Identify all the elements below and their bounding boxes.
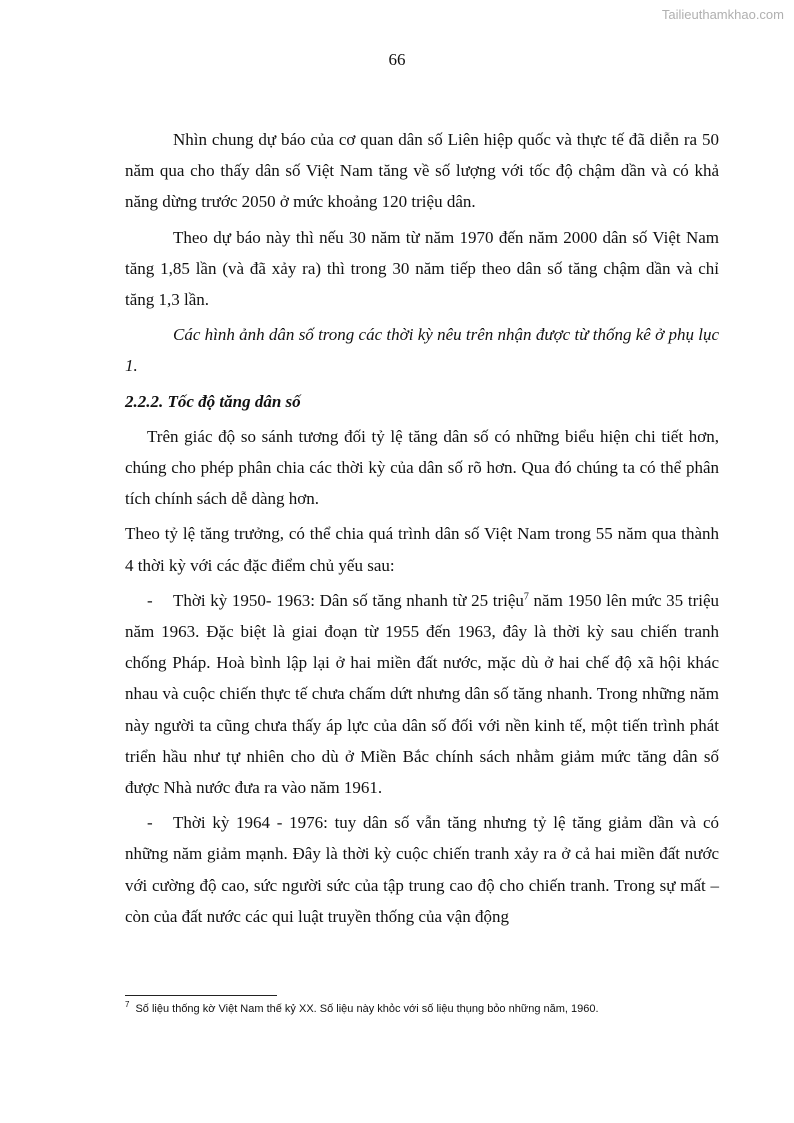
page-body <box>125 124 719 936</box>
footnote-reference[interactable]: 7 <box>523 591 529 603</box>
page-number: 66 <box>388 50 406 69</box>
bullet-text-part2: năm 1950 lên mức 35 triệu năm 1963. Đặc biệt là giai đoạn từ 1955 đến 1963, đây là thời kỳ sau chiến tranh chống Pháp. Hoà bình lập lại ở hai miền đất nước, mặc dù ở hai chế độ xã hội khác nhau và cuộc chiến thực tế chưa chấm dứt nhưng dân số tăng nhanh. Trong những năm này người ta cũng chưa thấy áp lực của dân số đối với nền kinh tế, một tiến trình phát triển hầu như tự nhiên cho dù ở Miền Bắc chính sách nhằm giảm mức tăng dân số được Nhà nước đưa ra vào năm 1961. <box>125 590 719 798</box>
watermark: Tailieuthamkhao.com <box>661 7 784 22</box>
paragraph-appendix-note: Các hình ảnh dân số trong các thời kỳ nêu trên nhận được từ thống kê ở phụ lục 1. <box>125 325 719 376</box>
section-heading: 2.2.2. Tốc độ tăng dân số <box>125 391 301 411</box>
bullet-text: Thời kỳ 1964 - 1976: tuy dân số vẫn tăng nhưng tỷ lệ tăng giảm dần và có những năm giảm mạnh. Đây là thời kỳ cuộc chiến tranh xảy ra ở cả hai miền đất nước với cường độ cao, sức người sức của tập trung cao độ cho chiến tranh. Trong sự mất – còn của đất nước các qui luật truyền thống của vận động <box>125 813 719 926</box>
paragraph-periods-intro: Theo tỷ lệ tăng trưởng, có thể chia quá trình dân số Việt Nam trong 55 năm qua thành 4 thời kỳ với các đặc điểm chủ yếu sau: <box>125 524 719 575</box>
paragraph-forecast-summary: Nhìn chung dự báo của cơ quan dân số Liên hiệp quốc và thực tế đã diễn ra 50 năm qua cho thấy dân số Việt Nam tăng về số lượng với tốc độ chậm dần và có khả năng dừng trước 2050 ở mức khoảng 120 triệu dân. <box>125 130 719 212</box>
bullet-text-part1: Thời kỳ 1950- 1963: Dân số tăng nhanh từ 25 triệu <box>173 590 524 610</box>
list-item-period-1950-1963 <box>125 585 719 803</box>
paragraph-forecast-detail: Theo dự báo này thì nếu 30 năm từ năm 1970 đến năm 2000 dân số Việt Nam tăng 1,85 lần (và đã xảy ra) thì trong 30 năm tiếp theo dân số tăng chậm dần và chỉ tăng 1,3 lần. <box>125 227 719 310</box>
footnote-mark: 7 <box>125 1000 130 1010</box>
paragraph-growth-rate-intro: Trên giác độ so sánh tương đối tỷ lệ tăng dân số có những biểu hiện chi tiết hơn, chúng cho phép phân chia các thời kỳ của dân số rõ hơn. Qua đó chúng ta có thể phân tích chính sách dễ dàng hơn. <box>125 426 719 509</box>
footnote-text: Số liệu thống kờ Việt Nam thế kỷ XX. Số liệu này khỏc với số liệu thụng bỏo những năm, 1960. <box>135 1003 599 1015</box>
footnote-divider <box>125 995 277 996</box>
list-item-period-1964-1976 <box>125 807 719 932</box>
bullet-dash: - <box>147 590 153 610</box>
bullet-dash: - <box>147 813 153 833</box>
footnote <box>125 1000 725 1015</box>
